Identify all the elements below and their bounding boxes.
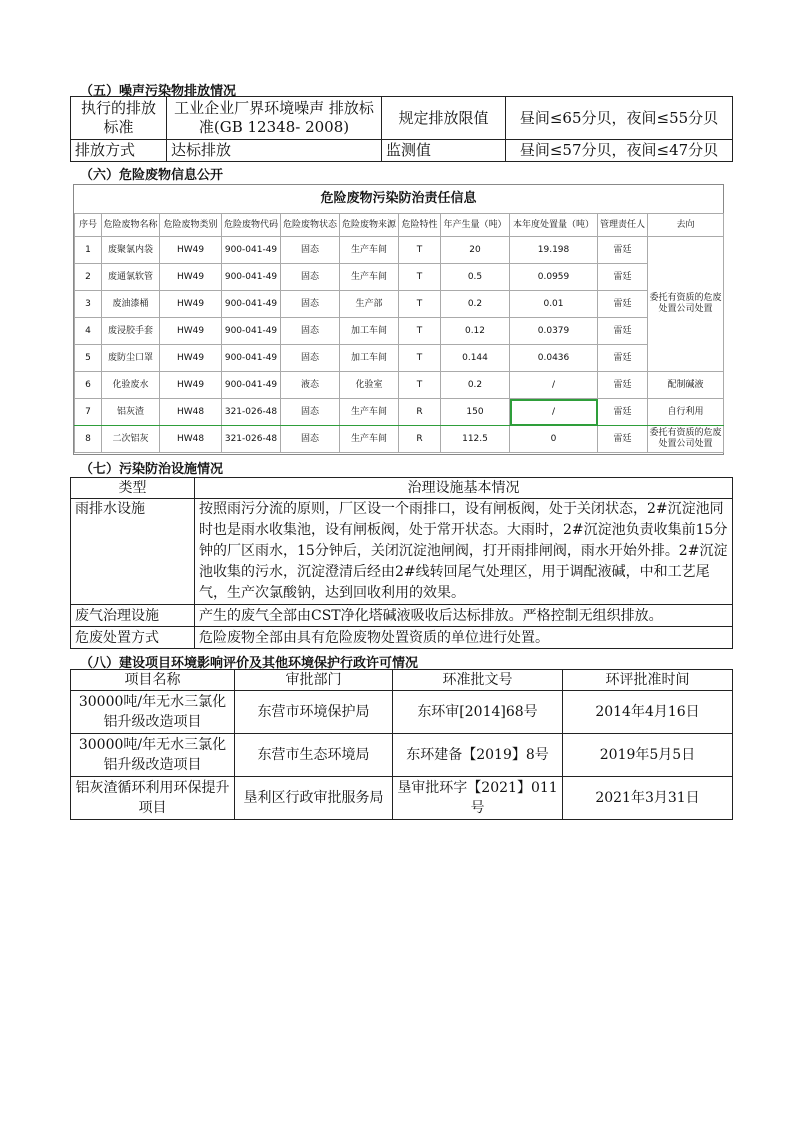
table-cell: 0.0436 xyxy=(510,345,598,372)
table-cell: 6 xyxy=(75,372,102,399)
table-cell: 东环审[2014]68号 xyxy=(393,691,563,734)
table-cell: 0.5 xyxy=(441,264,510,291)
table-cell: 配制碱液 xyxy=(648,372,724,399)
table-cell: HW49 xyxy=(160,237,222,264)
table-cell: 900-041-49 xyxy=(222,318,281,345)
table-cell: 4 xyxy=(75,318,102,345)
table-cell: 5 xyxy=(75,345,102,372)
table-cell: 废通氯软管 xyxy=(102,264,160,291)
table-row xyxy=(75,399,724,426)
table-cell: 7 xyxy=(75,399,102,426)
table-cell: 900-041-49 xyxy=(222,291,281,318)
table-cell: 自行利用 xyxy=(648,399,724,426)
table-cell: 0.0379 xyxy=(510,318,598,345)
table-row xyxy=(71,734,733,777)
table-cell: 8 xyxy=(75,426,102,453)
table-cell: T xyxy=(399,372,441,399)
eia-table xyxy=(70,669,733,820)
table-cell: 二次铝灰 xyxy=(102,426,160,453)
table-cell: HW48 xyxy=(160,399,222,426)
table-cell: 321-026-48 xyxy=(222,399,281,426)
table-cell: 2019年5月5日 xyxy=(563,734,733,777)
table-cell: 0.0959 xyxy=(510,264,598,291)
table-cell: 雷廷 xyxy=(598,318,648,345)
table-cell: 固态 xyxy=(281,291,340,318)
table-cell: 危险废物全部由具有危险废物处置资质的单位进行处置。 xyxy=(195,627,733,649)
column-header: 序号 xyxy=(75,214,102,237)
table-cell: 雷廷 xyxy=(598,426,648,453)
table-cell: 0.01 xyxy=(510,291,598,318)
table-cell: 321-026-48 xyxy=(222,426,281,453)
table-cell: 达标排放 xyxy=(167,140,382,162)
table-cell: 废油漆桶 xyxy=(102,291,160,318)
table-cell: T xyxy=(399,318,441,345)
table-cell: 900-041-49 xyxy=(222,264,281,291)
table-cell: 东营市环境保护局 xyxy=(235,691,393,734)
table-cell: 废浸胶手套 xyxy=(102,318,160,345)
table-cell: T xyxy=(399,237,441,264)
table-cell: 1 xyxy=(75,237,102,264)
table-cell: 2021年3月31日 xyxy=(563,777,733,820)
table-cell: HW49 xyxy=(160,345,222,372)
table-cell: 规定排放限值 xyxy=(382,97,506,140)
column-header: 危险废物状态 xyxy=(281,214,340,237)
table-cell: 铝灰渣 xyxy=(102,399,160,426)
table-cell: R xyxy=(399,426,441,453)
table-cell: 铝灰渣循环利用环保提升项目 xyxy=(71,777,235,820)
noise-table xyxy=(70,96,733,162)
table-row xyxy=(71,627,733,649)
table-cell: 固态 xyxy=(281,264,340,291)
table-cell: 昼间≤65分贝，夜间≤55分贝 xyxy=(506,97,733,140)
table-cell: HW49 xyxy=(160,264,222,291)
table-cell: 雷廷 xyxy=(598,345,648,372)
table-cell: 固态 xyxy=(281,426,340,453)
hazardous-table xyxy=(74,213,724,453)
table-cell: 液态 xyxy=(281,372,340,399)
table-cell: 固态 xyxy=(281,318,340,345)
eia-heading: （八）建设项目环境影响评价及其他环境保护行政许可情况 xyxy=(80,656,419,671)
table-row xyxy=(71,605,733,627)
table-row xyxy=(75,372,724,399)
table-cell: 雷廷 xyxy=(598,399,648,426)
table-cell: T xyxy=(399,264,441,291)
facilities-table xyxy=(70,477,733,649)
table-cell: HW49 xyxy=(160,291,222,318)
column-header: 危险废物类别 xyxy=(160,214,222,237)
table-row xyxy=(71,691,733,734)
table-cell: 19.198 xyxy=(510,237,598,264)
table-row xyxy=(71,499,733,605)
table-cell: 雷廷 xyxy=(598,264,648,291)
table-cell: 112.5 xyxy=(441,426,510,453)
table-cell: 排放方式 xyxy=(71,140,167,162)
table-cell: 东营市生态环境局 xyxy=(235,734,393,777)
table-row xyxy=(71,140,733,162)
table-cell: T xyxy=(399,345,441,372)
table-cell: 化验室 xyxy=(340,372,399,399)
hazardous-table-title: 危险废物污染防治责任信息 xyxy=(320,191,477,206)
table-cell: 0 xyxy=(510,426,598,453)
table-cell: HW49 xyxy=(160,372,222,399)
selected-cell: / xyxy=(510,399,598,426)
column-header: 类型 xyxy=(71,478,195,499)
table-row xyxy=(71,777,733,820)
table-cell: 固态 xyxy=(281,345,340,372)
table-cell: 生产车间 xyxy=(340,264,399,291)
table-cell: 0.2 xyxy=(441,372,510,399)
table-row xyxy=(75,426,724,453)
table-header-row xyxy=(71,670,733,691)
column-header: 年产生量（吨） xyxy=(441,214,510,237)
table-cell: 东环建备【2019】8号 xyxy=(393,734,563,777)
column-header: 环准批文号 xyxy=(393,670,563,691)
table-cell: 委托有资质的危废处置公司处置 xyxy=(648,426,724,453)
table-cell: 900-041-49 xyxy=(222,237,281,264)
table-cell: HW48 xyxy=(160,426,222,453)
table-cell: 加工车间 xyxy=(340,345,399,372)
table-cell: 工业企业厂界环境噪声 排放标准(GB 12348- 2008) xyxy=(167,97,382,140)
hazardous-table-image xyxy=(73,184,724,455)
table-cell: 30000吨/年无水三氯化铝升级改造项目 xyxy=(71,734,235,777)
facilities-heading: （七）污染防治设施情况 xyxy=(80,462,224,477)
table-row xyxy=(75,345,724,372)
table-cell: T xyxy=(399,291,441,318)
table-cell: R xyxy=(399,399,441,426)
table-cell: 产生的废气全部由CST净化塔碱液吸收后达标排放。严格控制无组织排放。 xyxy=(195,605,733,627)
column-header: 项目名称 xyxy=(71,670,235,691)
table-cell: 废气治理设施 xyxy=(71,605,195,627)
table-cell: 昼间≤57分贝，夜间≤47分贝 xyxy=(506,140,733,162)
table-cell: 化验废水 xyxy=(102,372,160,399)
column-header: 本年度处置量（吨） xyxy=(510,214,598,237)
table-cell: 30000吨/年无水三氯化铝升级改造项目 xyxy=(71,691,235,734)
table-cell: 2 xyxy=(75,264,102,291)
hazardous-heading: （六）危险废物信息公开 xyxy=(80,168,224,183)
table-cell: 生产车间 xyxy=(340,399,399,426)
table-cell: 生产部 xyxy=(340,291,399,318)
table-cell: HW49 xyxy=(160,318,222,345)
column-header: 危险废物来源 xyxy=(340,214,399,237)
table-cell: 加工车间 xyxy=(340,318,399,345)
table-cell: 固态 xyxy=(281,399,340,426)
table-cell: 3 xyxy=(75,291,102,318)
table-cell: 雷廷 xyxy=(598,237,648,264)
table-cell: 900-041-49 xyxy=(222,372,281,399)
table-cell: 生产车间 xyxy=(340,426,399,453)
table-cell: / xyxy=(510,372,598,399)
column-header: 审批部门 xyxy=(235,670,393,691)
table-cell: 0.144 xyxy=(441,345,510,372)
table-header-row xyxy=(75,214,724,237)
column-header: 危险废物代码 xyxy=(222,214,281,237)
column-header: 环评批准时间 xyxy=(563,670,733,691)
table-row xyxy=(75,318,724,345)
column-header: 危险废物名称 xyxy=(102,214,160,237)
table-row xyxy=(75,264,724,291)
table-cell: 雷廷 xyxy=(598,291,648,318)
table-cell: 0.12 xyxy=(441,318,510,345)
column-header: 去向 xyxy=(648,214,724,237)
table-cell: 垦利区行政审批服务局 xyxy=(235,777,393,820)
table-cell: 2014年4月16日 xyxy=(563,691,733,734)
table-cell: 垦审批环字【2021】011号 xyxy=(393,777,563,820)
table-cell: 雷廷 xyxy=(598,372,648,399)
column-header: 危险特性 xyxy=(399,214,441,237)
table-cell: 废聚氯内袋 xyxy=(102,237,160,264)
table-cell: 废防尘口罩 xyxy=(102,345,160,372)
table-cell: 危废处置方式 xyxy=(71,627,195,649)
table-cell: 按照雨污分流的原则，厂区设一个雨排口，设有闸板阀，处于关闭状态，2#沉淀池同时也是雨水收集池，设有闸板阀，处于常开状态。大雨时，2#沉淀池负责收集前15分钟的厂区雨水，15分钟后，关闭沉淀池闸阀，打开雨排闸阀，雨水开始外排。2#沉淀池收集的污水，沉淀澄清后经由2#线转回尾气处理区，用于调配液碱，中和工艺尾气，生产次氯酸钠，达到回收利用的效果。 xyxy=(195,499,733,605)
table-cell: 150 xyxy=(441,399,510,426)
table-cell: 生产车间 xyxy=(340,237,399,264)
table-cell: 900-041-49 xyxy=(222,345,281,372)
table-cell: 雨排水设施 xyxy=(71,499,195,605)
table-header-row xyxy=(71,478,733,499)
table-cell: 固态 xyxy=(281,237,340,264)
noise-heading: （五）噪声污染物排放情况 xyxy=(80,84,237,99)
table-cell: 0.2 xyxy=(441,291,510,318)
column-header: 治理设施基本情况 xyxy=(195,478,733,499)
table-cell: 执行的排放标准 xyxy=(71,97,167,140)
table-row xyxy=(75,237,724,264)
table-row xyxy=(71,97,733,140)
table-cell: 监测值 xyxy=(382,140,506,162)
table-cell: 委托有资质的危废处置公司处置 xyxy=(648,237,724,372)
table-row xyxy=(75,291,724,318)
table-cell: 20 xyxy=(441,237,510,264)
column-header: 管理责任人 xyxy=(598,214,648,237)
